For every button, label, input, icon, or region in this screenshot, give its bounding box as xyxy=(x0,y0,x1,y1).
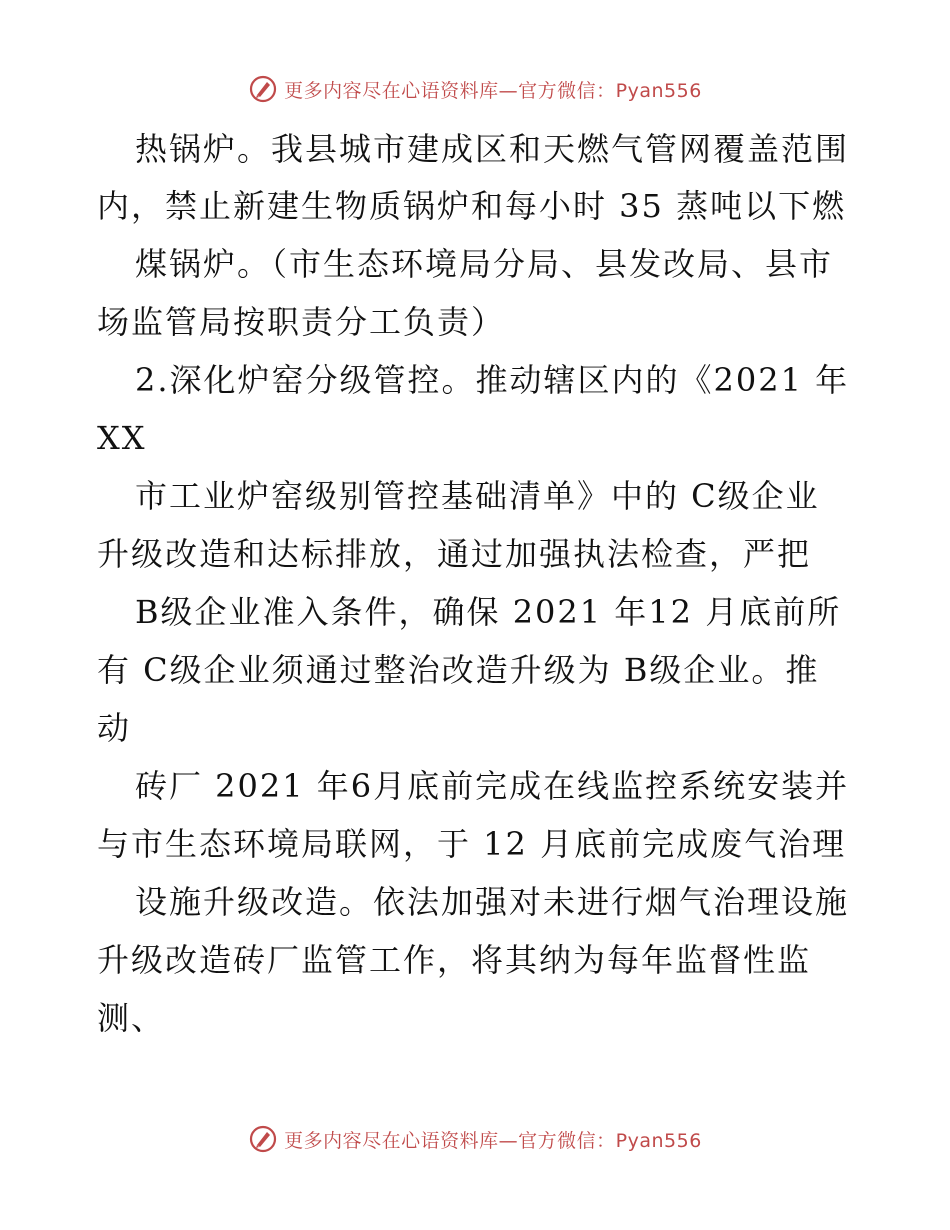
text-line: B级企业准入条件，确保 2021 年12 月底前所 xyxy=(135,593,842,631)
text-line: XX xyxy=(97,419,147,457)
text-line: 升级改造砖厂监管工作，将其纳为每年监督性监 xyxy=(97,941,812,979)
text-line: 升级改造和达标排放，通过加强执法检查，严把 xyxy=(97,535,812,573)
text-line: 场监管局按职责分工负责） xyxy=(97,303,506,341)
text-line: 2.深化炉窑分级管控。推动辖区内的《2021 年 xyxy=(135,361,850,399)
watermark-text: 更多内容尽在心语资料库—官方微信：Pyan556 xyxy=(284,1129,702,1152)
text-line: 有 C级企业须通过整治改造升级为 B级企业。推 xyxy=(97,651,820,689)
watermark-footer xyxy=(0,1124,950,1154)
text-line: 煤锅炉。（市生态环境局分局、县发改局、县市 xyxy=(135,245,834,283)
watermark-text: 更多内容尽在心语资料库—官方微信：Pyan556 xyxy=(284,79,702,102)
text-line: 内，禁止新建生物质锅炉和每小时 35 蒸吨以下燃 xyxy=(97,187,847,225)
text-line: 砖厂 2021 年6月底前完成在线监控系统安装并 xyxy=(135,767,850,805)
text-line: 设施升级改造。依法加强对未进行烟气治理设施 xyxy=(135,883,850,921)
pen-logo-icon xyxy=(248,1124,278,1154)
text-line: 市工业炉窑级别管控基础清单》中的 C级企业 xyxy=(135,477,820,515)
text-line: 与市生态环境局联网，于 12 月底前完成废气治理 xyxy=(97,825,847,863)
text-line: 测、 xyxy=(97,999,166,1037)
text-line: 热锅炉。我县城市建成区和天燃气管网覆盖范围 xyxy=(135,130,850,168)
text-line: 动 xyxy=(97,709,132,747)
